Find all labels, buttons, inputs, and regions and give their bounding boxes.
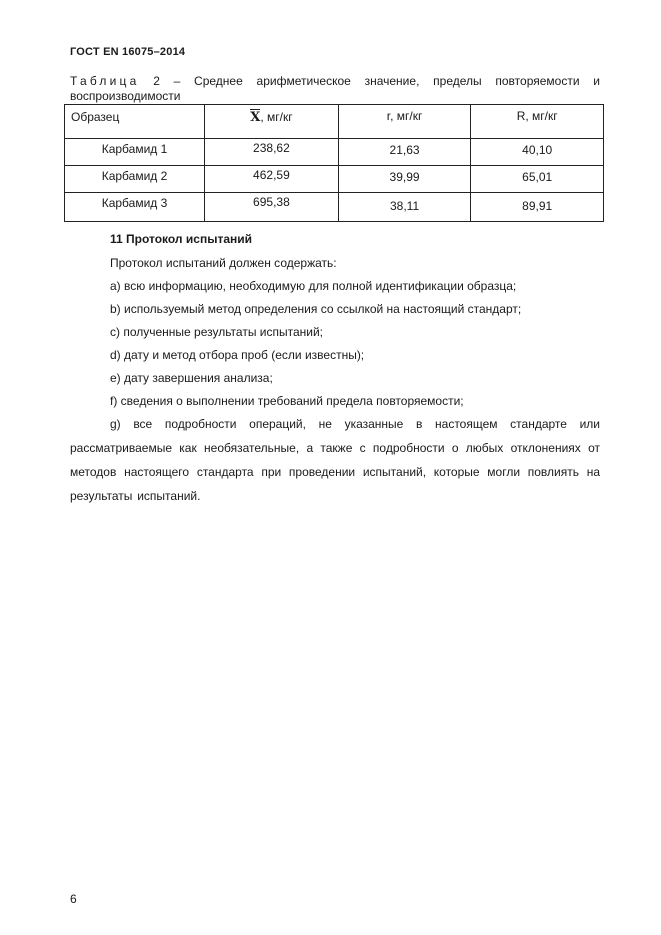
list-item: c) полученные результаты испытаний;: [110, 325, 324, 339]
table-row: [65, 193, 604, 222]
mean-symbol: X: [250, 110, 261, 125]
header-r: r, мг/кг: [338, 105, 471, 139]
header-R: R, мг/кг: [471, 105, 604, 139]
table-caption-text: 2 – Среднее арифметическое значение, пределы повторяемости и воспроизводимости: [70, 74, 600, 103]
cell-r: 39,99: [338, 166, 471, 193]
table-row: [65, 166, 604, 193]
results-table: [64, 104, 604, 222]
header-mean: [205, 105, 339, 139]
list-item: f) сведения о выполнении требований предела повторяемости;: [110, 394, 464, 408]
cell-R: 89,91: [471, 193, 604, 222]
section-intro: Протокол испытаний должен содержать:: [110, 256, 337, 270]
table-header-row: [65, 105, 604, 139]
cell-mean: 695,38: [205, 193, 339, 222]
page-number: 6: [70, 892, 77, 906]
standard-header: ГОСТ EN 16075–2014: [70, 46, 186, 58]
cell-sample: Карбамид 1: [65, 139, 205, 166]
cell-mean: 238,62: [205, 139, 339, 166]
cell-sample: Карбамид 3: [65, 193, 205, 222]
list-item: e) дату завершения анализа;: [110, 371, 273, 385]
table-row: [65, 139, 604, 166]
cell-r: 21,63: [338, 139, 471, 166]
section-title: 11 Протокол испытаний: [110, 232, 252, 246]
list-item: a) всю информацию, необходимую для полной идентификации образца;: [110, 279, 517, 293]
list-item: b) используемый метод определения со ссылкой на настоящий стандарт;: [110, 302, 522, 316]
table-caption-label: Таблица: [70, 74, 140, 88]
table-caption: [70, 74, 600, 104]
cell-mean: 462,59: [205, 166, 339, 193]
cell-r: 38,11: [338, 193, 471, 222]
mean-unit: , мг/кг: [260, 110, 293, 124]
list-item-g: g) все подробности операций, не указанные в настоящем стандарте или рассматриваемые как необязательные, а также с подробности о любых отклонениях от методов настоящего стандарта при проведении испытаний, которые могли повлиять на результаты испытаний.: [70, 417, 600, 503]
cell-sample: Карбамид 2: [65, 166, 205, 193]
list-item: d) дату и метод отбора проб (если известны);: [110, 348, 365, 362]
cell-R: 65,01: [471, 166, 604, 193]
header-sample: Образец: [65, 105, 205, 139]
cell-R: 40,10: [471, 139, 604, 166]
